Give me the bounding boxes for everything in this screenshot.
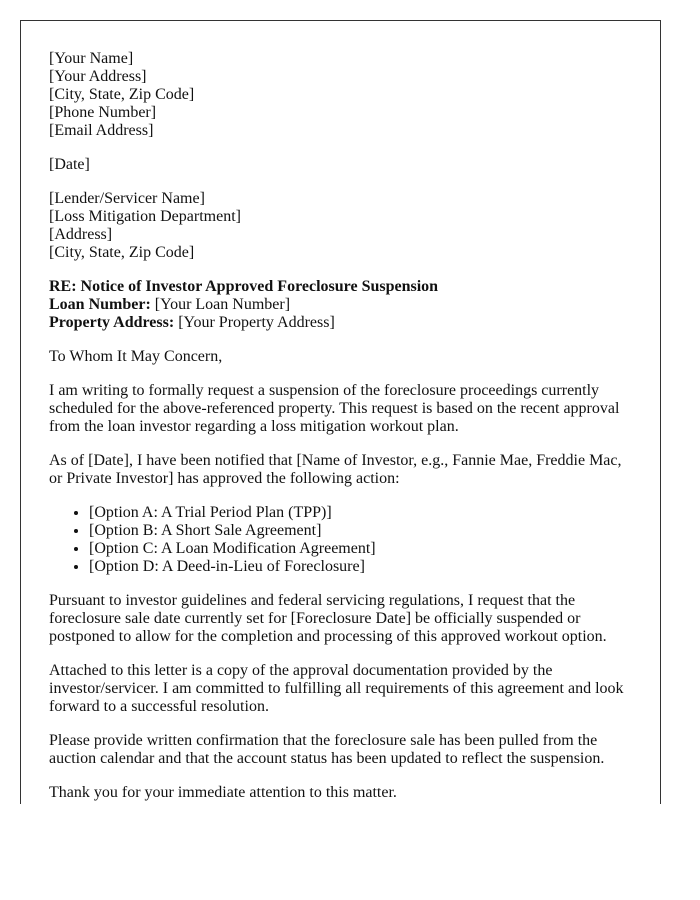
property-address-value: [Your Property Address] bbox=[174, 314, 335, 331]
recipient-block bbox=[49, 190, 632, 262]
property-address-label: Property Address: bbox=[49, 314, 175, 331]
recipient-address: [Address] bbox=[49, 226, 113, 243]
paragraph-confirmation: Please provide written confirmation that the foreclosure sale has been pulled from the auction calendar and that the account status has been updated to reflect the suspension. bbox=[49, 732, 605, 767]
list-item: • [Option D: A Deed-in-Lieu of Foreclosure] bbox=[89, 558, 632, 576]
sender-name: [Your Name] bbox=[49, 50, 134, 67]
loan-number-label: Loan Number: bbox=[49, 296, 151, 313]
re-block bbox=[49, 278, 632, 332]
sender-city: [City, State, Zip Code] bbox=[49, 86, 195, 103]
list-item: • [Option A: A Trial Period Plan (TPP)] bbox=[89, 504, 632, 522]
recipient-name: [Lender/Servicer Name] bbox=[49, 190, 205, 207]
sender-block bbox=[49, 50, 632, 140]
paragraph-request: I am writing to formally request a suspension of the foreclosure proceedings currently scheduled for the above-referenced property. This request is based on the recent approval from the loan investor regarding a loss mitigation workout plan. bbox=[49, 382, 620, 435]
sender-email: [Email Address] bbox=[49, 122, 154, 139]
letter-page bbox=[20, 20, 661, 804]
options-list bbox=[49, 504, 632, 576]
closing: Thank you for your immediate attention to this matter. bbox=[49, 784, 397, 801]
loan-number-value: [Your Loan Number] bbox=[150, 296, 291, 313]
list-item: • [Option C: A Loan Modification Agreement] bbox=[89, 540, 632, 558]
sender-phone: [Phone Number] bbox=[49, 104, 157, 121]
recipient-city: [City, State, Zip Code] bbox=[49, 244, 195, 261]
paragraph-attachment: Attached to this letter is a copy of the approval documentation provided by the investor/servicer. I am committed to fulfilling all requirements of this agreement and look forward to a successful resolution. bbox=[49, 662, 624, 715]
sender-address: [Your Address] bbox=[49, 68, 147, 85]
letter-date: [Date] bbox=[49, 156, 90, 173]
salutation: To Whom It May Concern, bbox=[49, 348, 223, 365]
recipient-department: [Loss Mitigation Department] bbox=[49, 208, 241, 225]
paragraph-investor: As of [Date], I have been notified that [Name of Investor, e.g., Fannie Mae, Freddie Mac, or Private Investor] has approved the following action: bbox=[49, 452, 622, 487]
re-subject: RE: Notice of Investor Approved Foreclosure Suspension bbox=[49, 278, 439, 295]
list-item: • [Option B: A Short Sale Agreement] bbox=[89, 522, 632, 540]
paragraph-suspension: Pursuant to investor guidelines and federal servicing regulations, I request that the foreclosure sale date currently set for [Foreclosure Date] be officially suspended or postponed to allow for the completion and processing of this approved workout option. bbox=[49, 592, 607, 645]
